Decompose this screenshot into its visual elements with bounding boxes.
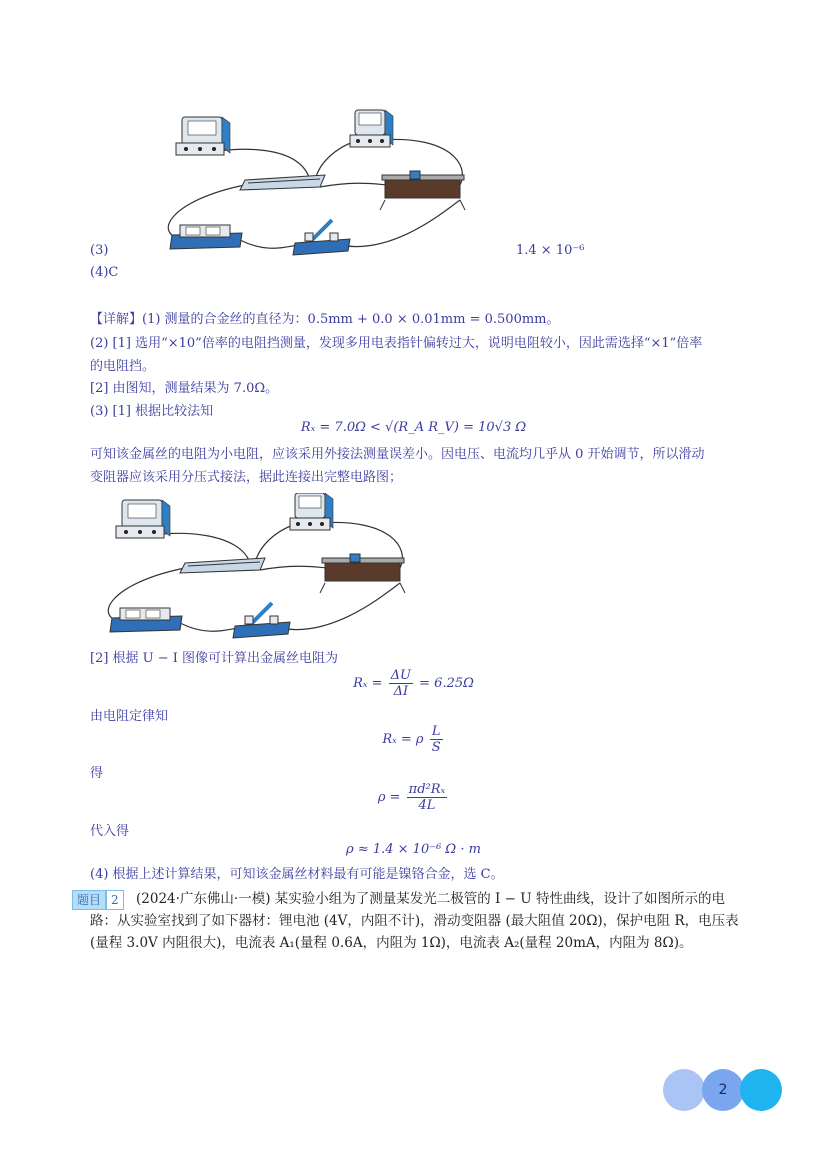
circuit-figure-2 [100, 493, 420, 643]
problem-text: (2024·广东佛山·一模) 某实验小组为了测量某发光二极管的 I − U 特性曲线，设计了如图所示的电路：从实验室找到了如下器材：锂电池 (4V，内阻不计)，滑动变阻器 (最大阻值 20Ω)，保护电阻 R，电压表 (量程 3.0V 内阻很大)，电流表 A₁(量程 0.6A，内阻为 1Ω)，电流表 A₂(量程 20mA，内阻为 8Ω)。 [90, 891, 739, 951]
problem-tag-label: 题目 [72, 890, 106, 910]
voltmeter-icon [116, 500, 170, 538]
voltmeter-icon [176, 117, 230, 155]
battery-icon [170, 225, 242, 249]
explanation-p2c: [2] 由图知，测量结果为 7.0Ω。 [90, 381, 279, 396]
ammeter-icon [350, 110, 393, 147]
explanation-p8: 代入得 [90, 824, 130, 839]
battery-icon [110, 608, 182, 632]
page-number: 2 [718, 1082, 728, 1098]
explanation-p3: (3) [1] 根据比较法知 [90, 404, 214, 419]
explanation-p9: (4) 根据上述计算结果，可知该金属丝材料最有可能是镍铬合金，选 C。 [90, 867, 504, 882]
explanation-header: 【详解】(1) 测量的合金丝的直径为：0.5mm + 0.0 × 0.01mm = 0.500mm。 [90, 312, 560, 327]
rheostat-icon [320, 554, 405, 593]
rheostat-icon [380, 171, 465, 210]
equation-4: ρ = $\frac{\text{πd²Rₓ}}{4L}$ [377, 782, 446, 813]
explanation-p7: 得 [90, 766, 104, 781]
explanation-p2b: 的电阻挡。 [90, 359, 156, 374]
equation-2: Rₓ = $\frac{\Delta U}{\Delta I}$ = 6.25Ω [353, 668, 474, 699]
page-number-circle [702, 1069, 744, 1111]
equation-5: ρ ≈ 1.4 × 10⁻⁶ Ω · m [346, 842, 481, 857]
explanation-p4a: 可知该金属丝的电阻为小电阻，应该采用外接法测量误差小。因电压、电流均几乎从 0 开始调节，所以滑动 [90, 447, 705, 462]
explanation-p5: [2] 根据 U − I 图像可计算出金属丝电阻为 [90, 651, 339, 666]
answer-4: (4)C [90, 265, 119, 280]
page-circle-left [663, 1069, 705, 1111]
switch-icon [293, 220, 350, 255]
page-circle-right [740, 1069, 782, 1111]
answer-3-value: 1.4 × 10⁻⁶ [516, 243, 585, 258]
answer-3-label: (3) [90, 243, 109, 258]
problem-number: 2 [106, 890, 124, 910]
switch-icon [233, 603, 290, 638]
equation-1: Rₓ = 7.0Ω < √(R_A R_V) = 10√3 Ω [300, 420, 527, 435]
explanation-p6: 由电阻定律知 [90, 709, 169, 724]
explanation-p4b: 变阻器应该采用分压式接法，据此连接出完整电路图； [90, 470, 403, 485]
explanation-p2a: (2) [1] 选用“×10”倍率的电阻挡测量，发现多用电表指针偏转过大，说明电阻较小，因此需选择“×1”倍率 [90, 336, 703, 351]
equation-3: Rₓ = ρ $\frac{L}{S}$ [382, 724, 441, 755]
resistance-wire-board-icon [240, 175, 325, 190]
resistance-wire-board-icon [180, 558, 265, 573]
circuit-figure-1 [160, 105, 480, 260]
ammeter-icon [290, 493, 333, 530]
